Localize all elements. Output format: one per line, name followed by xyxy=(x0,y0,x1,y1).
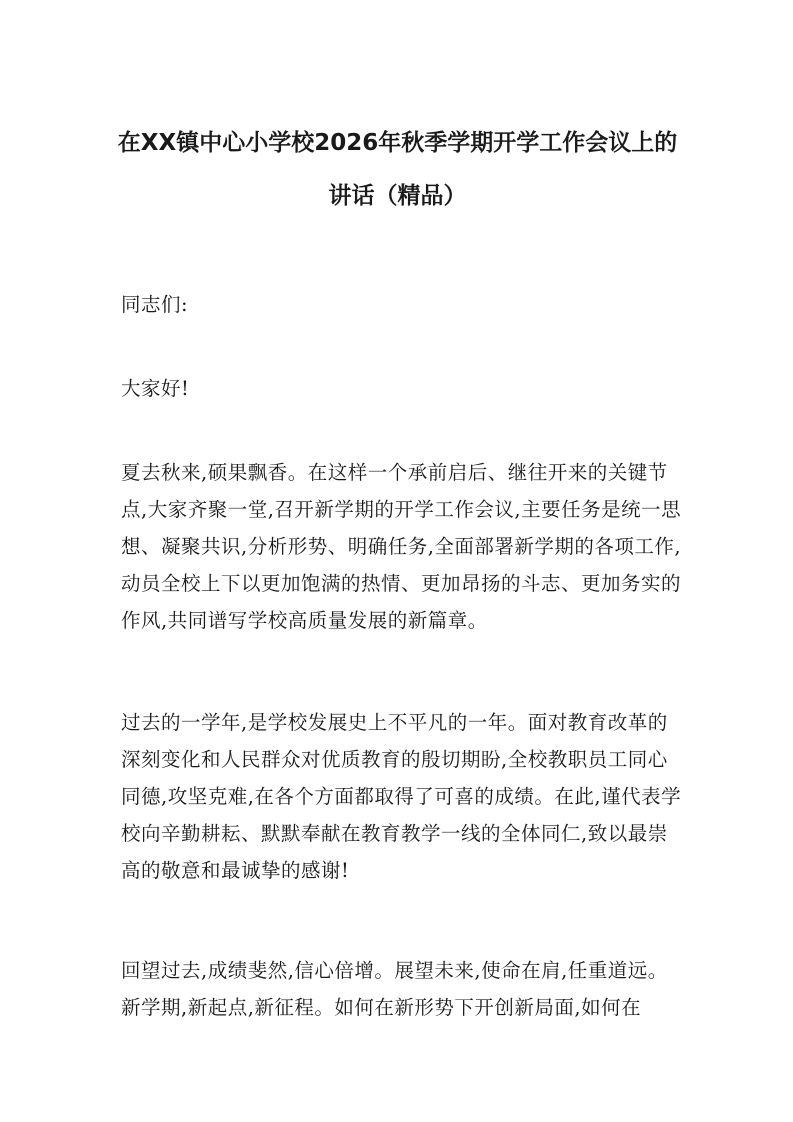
salutation: 同志们: xyxy=(121,293,189,316)
greeting: 大家好! xyxy=(121,377,190,400)
paragraph: 回望过去,成绩斐然,信心倍增。展望未来,使命在肩,任重道远。新学期,新起点,新征程。如何在新形势下开创新局面,如何在 xyxy=(121,959,668,1019)
paragraph: 夏去秋来,硕果飘香。在这样一个承前启后、继往开来的关键节点,大家齐聚一堂,召开新学期的开学工作会议,主要任务是统一思想、凝聚共识,分析形势、明确任务,全面部署新学期的各项工作,动员全校上下以更加饱满的热情、更加昂扬的斗志、更加务实的作风,共同谱写学校高质量发展的新篇章。 xyxy=(121,461,682,632)
document-title: 在XX镇中心小学校2026年秋季学期开学工作会议上的讲话（精品） xyxy=(117,130,678,209)
paragraph: 过去的一学年,是学校发展史上不平凡的一年。面对教育改革的深刻变化和人民群众对优质教育的殷切期盼,全校教职员工同心同德,攻坚克难,在各个方面都取得了可喜的成绩。在此,谨代表学校向辛勤耕耘、默默奉献在教育教学一线的全体同仁,致以最崇高的敬意和最诚挚的感谢! xyxy=(121,711,682,882)
